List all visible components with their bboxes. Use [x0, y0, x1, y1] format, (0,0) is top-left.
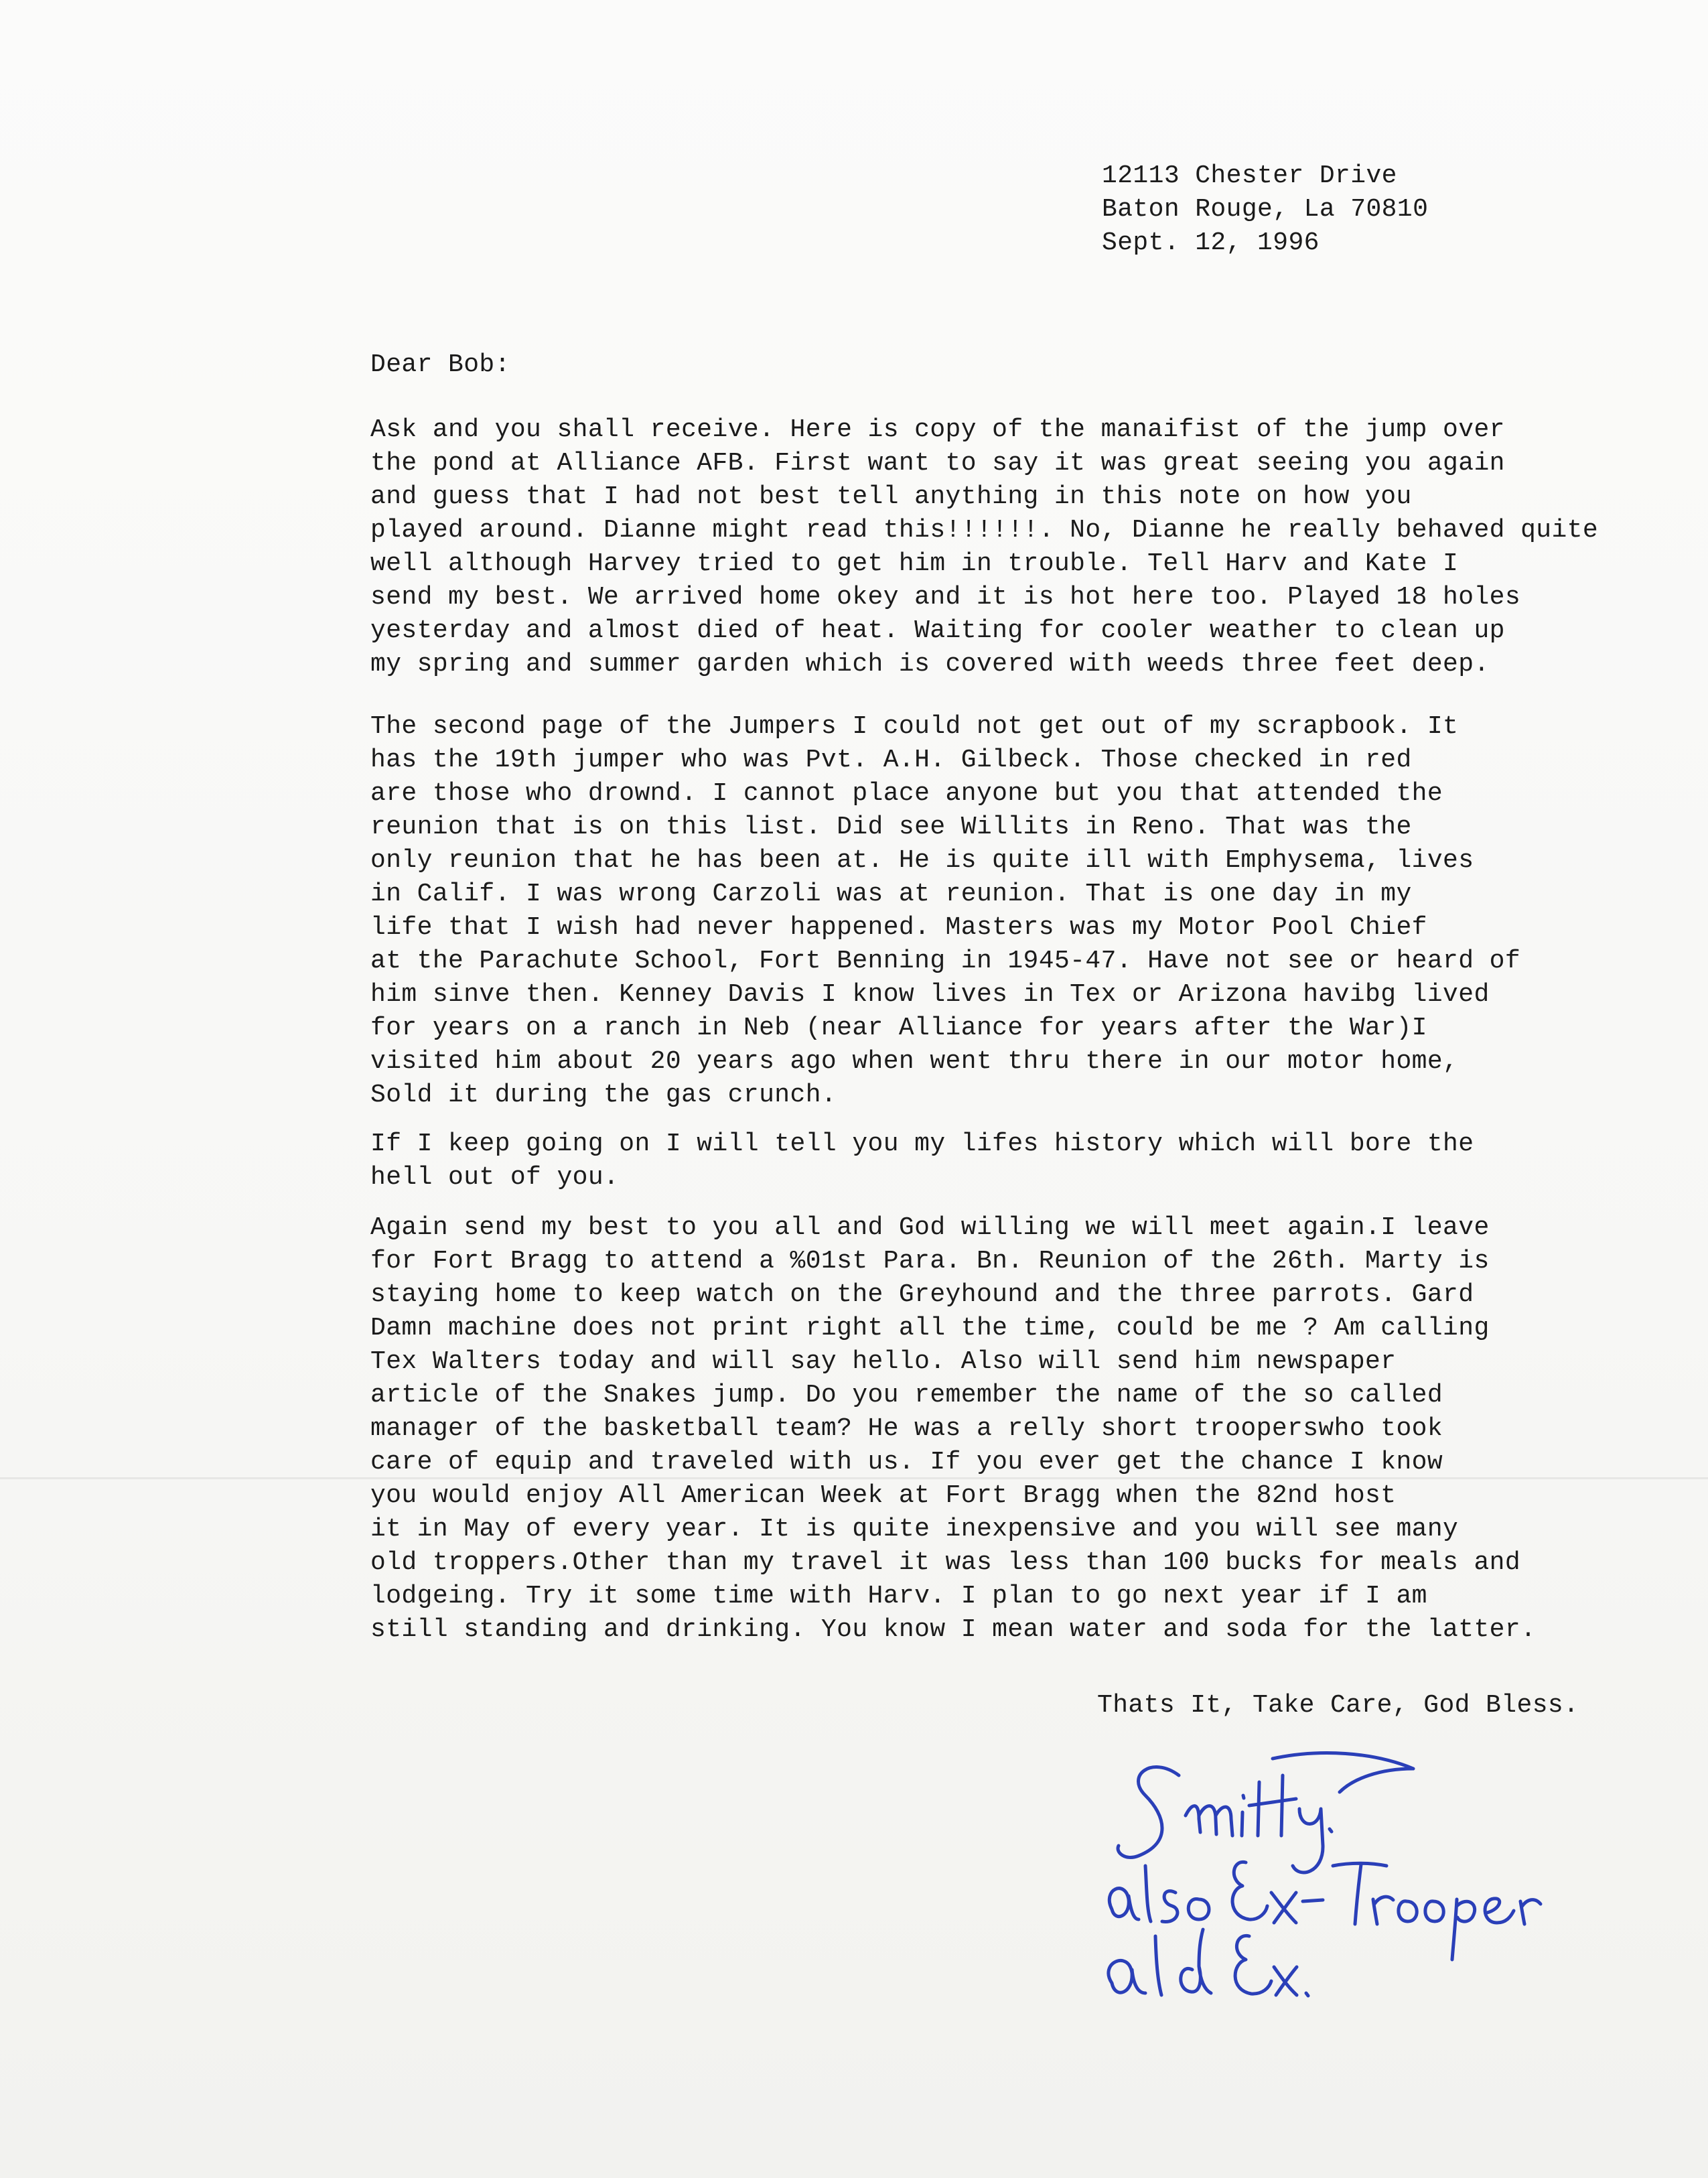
paragraph-line: has the 19th jumper who was Pvt. A.H. Gilbeck. Those checked in red — [370, 746, 1412, 774]
salutation-text: Dear Bob: — [370, 350, 510, 379]
paragraph-line: for years on a ranch in Neb (near Alliance for years after the War)I — [370, 1014, 1427, 1042]
paragraph-line: at the Parachute School, Fort Benning in 1945-47. Have not see or heard of — [370, 947, 1521, 975]
paragraph-3 — [370, 1128, 1474, 1195]
paragraph-line: visited him about 20 years ago when went thru there in our motor home, — [370, 1047, 1459, 1076]
paragraph-line: the pond at Alliance AFB. First want to say it was great seeing you again — [370, 449, 1505, 478]
closing-text: Thats It, Take Care, God Bless. — [1097, 1691, 1579, 1720]
paragraph-line: send my best. We arrived home okey and it is hot here too. Played 18 holes — [370, 583, 1521, 612]
paragraph-line: old troppers.Other than my travel it was less than 100 bucks for meals and — [370, 1548, 1521, 1577]
paragraph-line: well although Harvey tried to get him in trouble. Tell Harv and Kate I — [370, 549, 1459, 578]
salutation — [370, 348, 510, 382]
paragraph-line: you would enjoy All American Week at Fort Bragg when the 82nd host — [370, 1481, 1397, 1510]
paragraph-line: are those who drownd. I cannot place anyone but you that attended the — [370, 779, 1443, 808]
address-city: Baton Rouge, La 70810 — [1102, 195, 1429, 224]
paragraph-line: only reunion that he has been at. He is quite ill with Emphysema, lives — [370, 846, 1474, 875]
letter-date: Sept. 12, 1996 — [1102, 228, 1320, 257]
paragraph-line: If I keep going on I will tell you my lifes history which will bore the — [370, 1130, 1474, 1158]
paragraph-line: Again send my best to you all and God willing we will meet again.I leave — [370, 1213, 1490, 1242]
paragraph-line: played around. Dianne might read this!!!!!!. No, Dianne he really behaved quite — [370, 516, 1599, 545]
paragraph-line: it in May of every year. It is quite inexpensive and you will see many — [370, 1515, 1459, 1544]
handwritten-signature — [1098, 1728, 1634, 2037]
paragraph-line: Sold it during the gas crunch. — [370, 1081, 837, 1109]
paragraph-line: Ask and you shall receive. Here is copy of the manaifist of the jump over — [370, 415, 1505, 444]
paragraph-4 — [370, 1211, 1536, 1647]
paragraph-line: and guess that I had not best tell anything in this note on how you — [370, 482, 1412, 511]
paragraph-line: lodgeing. Try it some time with Harv. I plan to go next year if I am — [370, 1582, 1427, 1611]
paragraph-2 — [370, 710, 1520, 1112]
paragraph-line: care of equip and traveled with us. If you ever get the chance I know — [370, 1448, 1443, 1477]
paragraph-line: in Calif. I was wrong Carzoli was at reunion. That is one day in my — [370, 880, 1412, 908]
paragraph-line: life that I wish had never happened. Masters was my Motor Pool Chief — [370, 913, 1427, 942]
paragraph-line: The second page of the Jumpers I could not get out of my scrapbook. It — [370, 712, 1459, 741]
paragraph-line: Tex Walters today and will say hello. Also will send him newspaper — [370, 1347, 1397, 1376]
paragraph-line: for Fort Bragg to attend a %01st Para. Bn. Reunion of the 26th. Marty is — [370, 1247, 1490, 1276]
paragraph-line: him sinve then. Kenney Davis I know lives in Tex or Arizona havibg lived — [370, 980, 1490, 1009]
address-street: 12113 Chester Drive — [1102, 161, 1397, 190]
signature-drawing — [1098, 1728, 1634, 2037]
paragraph-line: Damn machine does not print right all the time, could be me ? Am calling — [370, 1314, 1490, 1343]
paragraph-1 — [370, 413, 1598, 681]
paragraph-line: reunion that is on this list. Did see Willits in Reno. That was the — [370, 813, 1412, 841]
closing — [1097, 1689, 1579, 1722]
paragraph-line: manager of the basketball team? He was a relly short trooperswho took — [370, 1414, 1443, 1443]
paragraph-line: my spring and summer garden which is covered with weeds three feet deep. — [370, 650, 1490, 679]
paragraph-line: staying home to keep watch on the Greyhound and the three parrots. Gard — [370, 1280, 1474, 1309]
paragraph-line: still standing and drinking. You know I mean water and soda for the latter. — [370, 1615, 1537, 1644]
sender-address-block — [1102, 159, 1428, 260]
paragraph-line: yesterday and almost died of heat. Waiting for cooler weather to clean up — [370, 616, 1505, 645]
paragraph-line: article of the Snakes jump. Do you remember the name of the so called — [370, 1381, 1443, 1410]
paragraph-line: hell out of you. — [370, 1163, 620, 1192]
